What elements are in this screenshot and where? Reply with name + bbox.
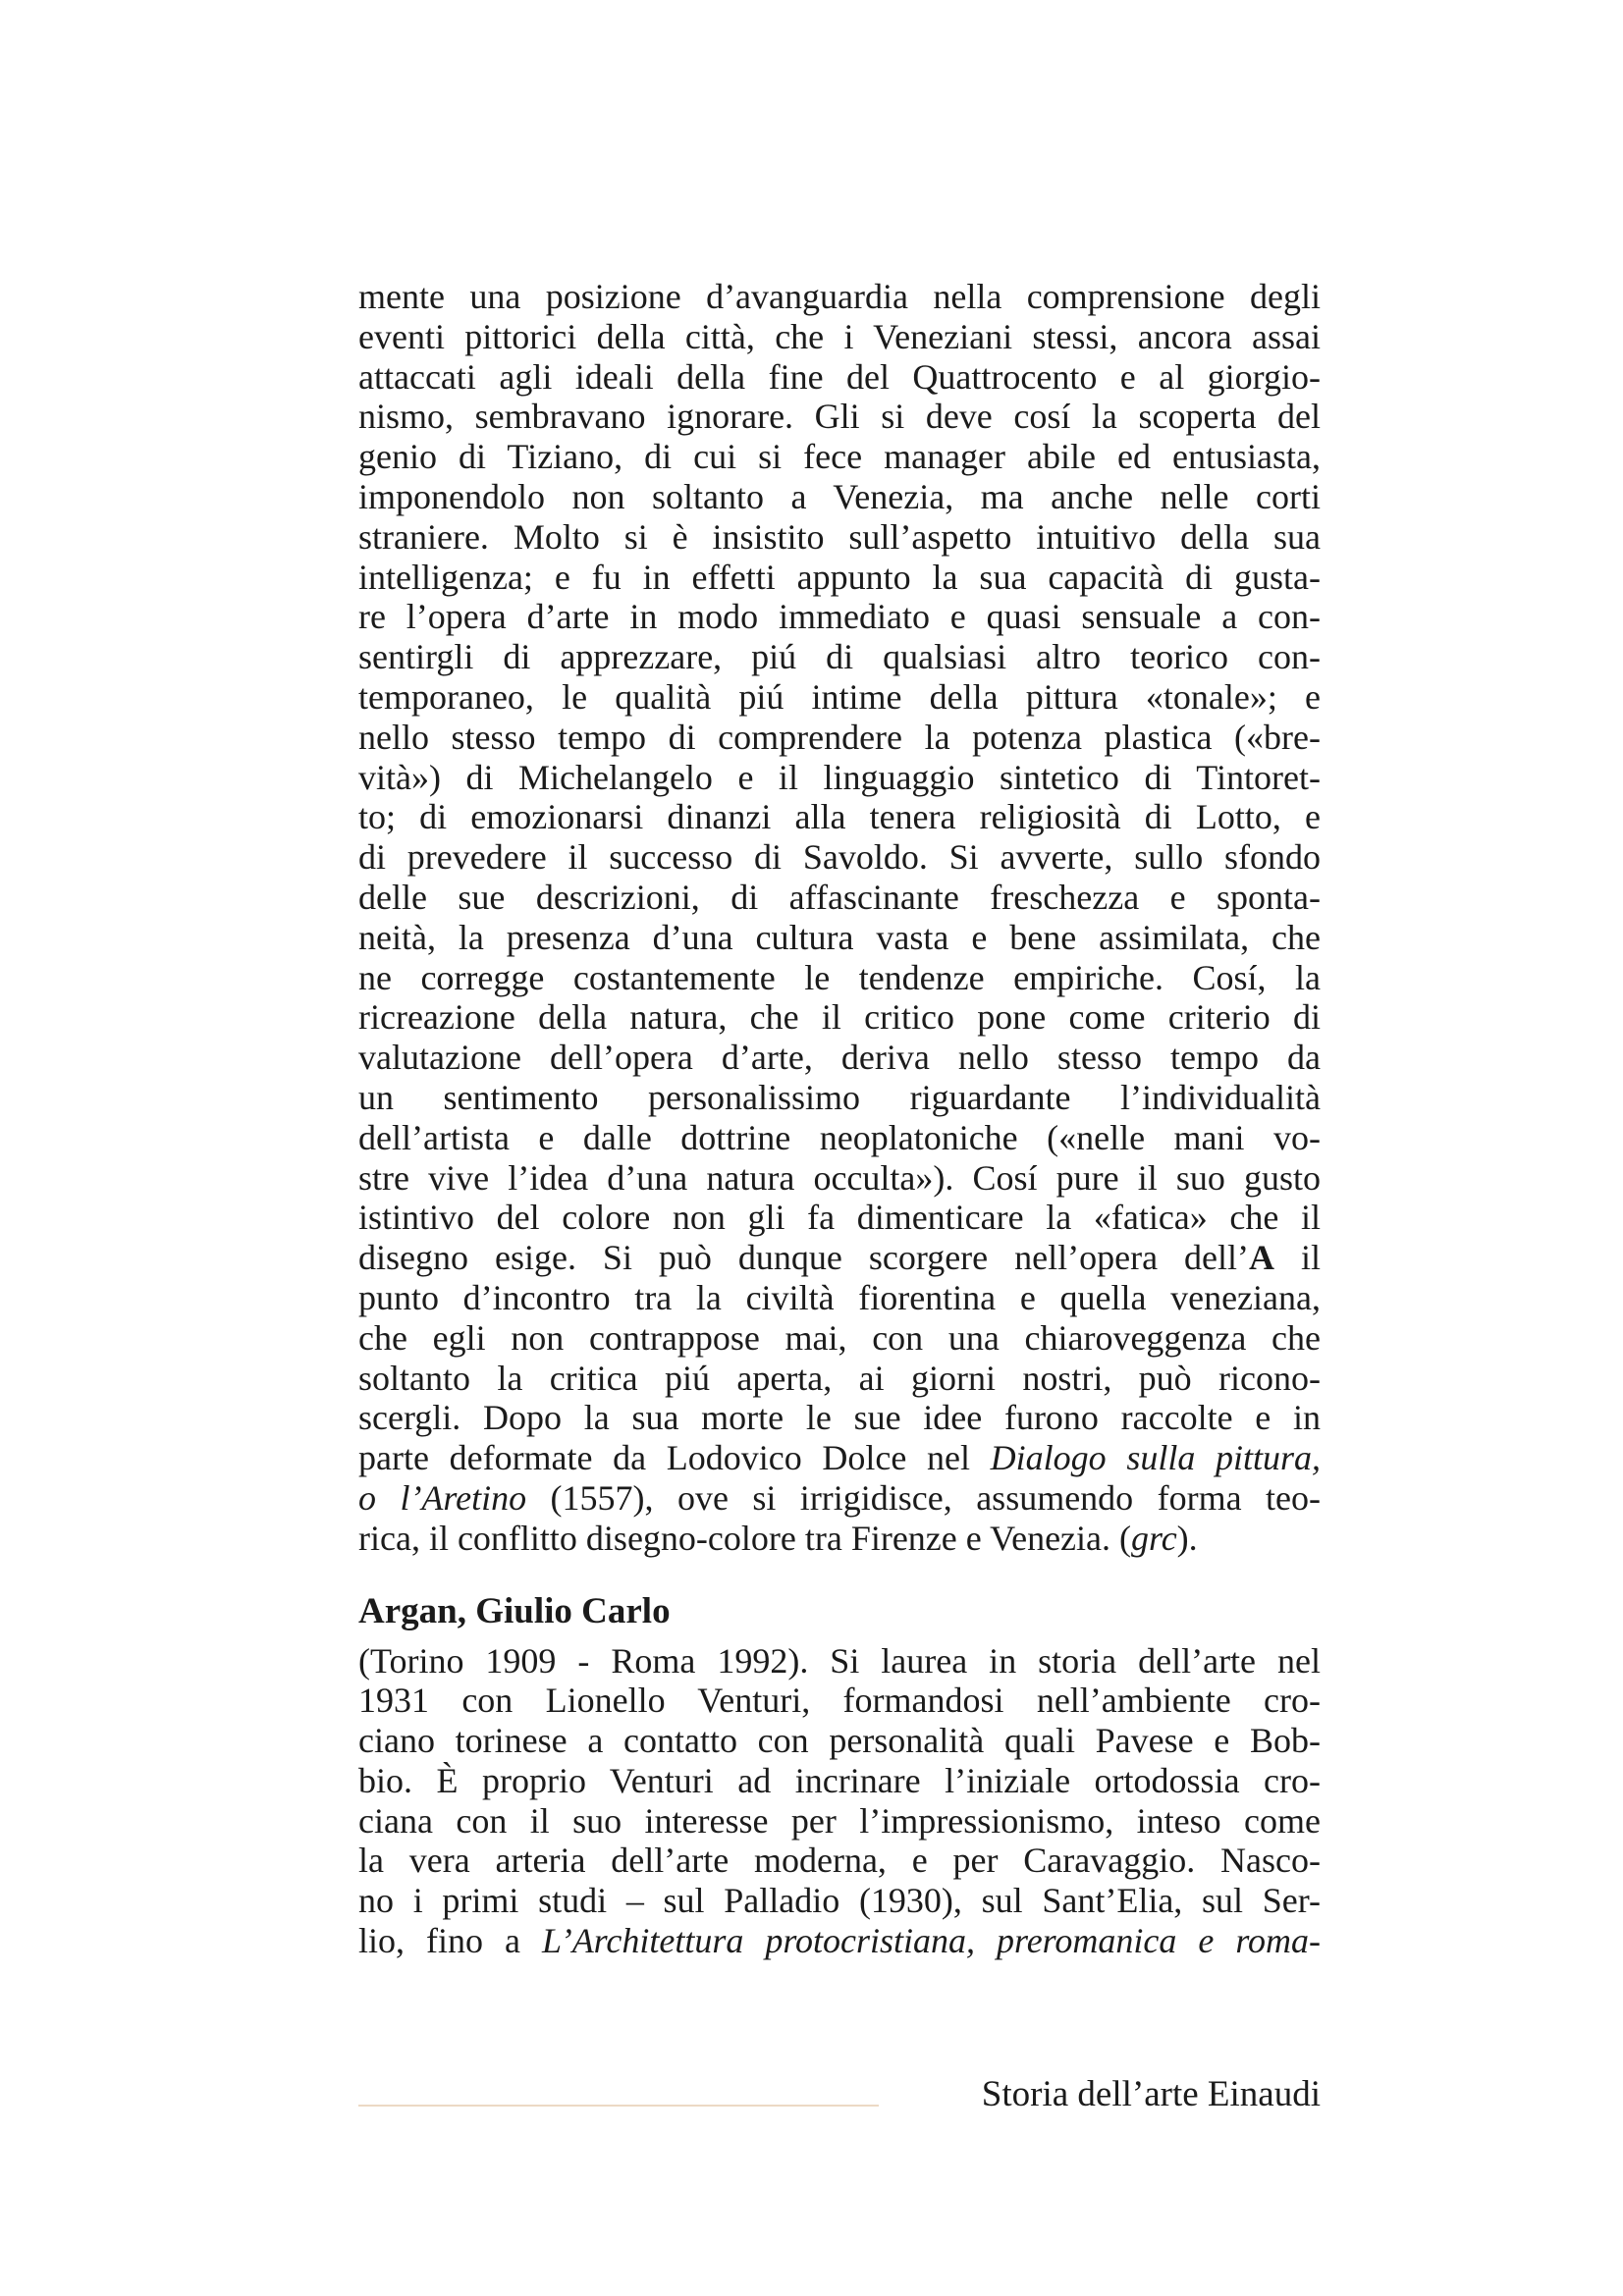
text-line (358, 1478, 1321, 1519)
text-line (358, 597, 1321, 637)
text-segment: to; di emozionarsi dinanzi alla tenera religiosità di Lotto, e (358, 797, 1321, 837)
text-line (358, 718, 1321, 758)
text-segment: ). (1176, 1518, 1198, 1558)
text-line (358, 317, 1321, 357)
text-line (358, 878, 1321, 918)
text-segment: (1557), ove si irrigidisce, assumendo forma teo- (526, 1477, 1321, 1518)
text-segment: ciana con il suo interesse per l’impressionismo, inteso come (358, 1800, 1321, 1841)
text-segment: genio di Tiziano, di cui si fece manager abile ed entusiasta, (358, 437, 1321, 477)
text-line (358, 1801, 1321, 1842)
text-line (358, 1519, 1321, 1559)
text-segment: stre vive l’idea d’una natura occulta»). Cosí pure il suo gusto (358, 1157, 1321, 1198)
text-line (358, 918, 1321, 958)
text-line (358, 1118, 1321, 1158)
text-segment: ciano torinese a contatto con personalità quali Pavese e Bob- (358, 1721, 1321, 1761)
text-segment: punto d’incontro tra la civiltà fiorentina e quella veneziana, (358, 1277, 1321, 1317)
text-line (358, 958, 1321, 998)
text-segment: ne corregge costantemente le tendenze empiriche. Cosí, la (358, 957, 1321, 997)
text-segment: nismo, sembravano ignorare. Gli si deve cosí la scoperta del (358, 397, 1321, 437)
text-segment: mente una posizione d’avanguardia nella comprensione degli (358, 277, 1321, 316)
text-segment: dell’artista e dalle dottrine neoplatoniche («nelle mani vo- (358, 1117, 1321, 1157)
text-segment: grc (1131, 1518, 1177, 1558)
text-segment: vità») di Michelangelo e il linguaggio sintetico di Tintoret- (358, 757, 1321, 797)
text-segment: straniere. Molto si è insistito sull’aspetto intuitivo della sua (358, 516, 1321, 557)
text-segment: intelligenza; e fu in effetti appunto la sua capacità di gusta- (358, 557, 1321, 597)
text-segment: 1931 con Lionello Venturi, formandosi nell’ambiente cro- (358, 1681, 1321, 1721)
text-line (358, 1198, 1321, 1238)
entry-body (358, 1641, 1321, 1961)
footer-title: Storia dell’arte Einaudi (981, 2074, 1321, 2114)
text-line (358, 1359, 1321, 1399)
text-segment: L’Architettura protocristiana, preromanica e roma- (542, 1921, 1321, 1961)
text-line (358, 677, 1321, 718)
text-line (358, 997, 1321, 1038)
text-line (358, 1278, 1321, 1318)
text-line (358, 1761, 1321, 1801)
continued-paragraph (358, 277, 1321, 1559)
text-segment: (Torino 1909 - Roma 1992). Si laurea in storia dell’arte nel (358, 1640, 1321, 1681)
text-line (358, 1881, 1321, 1921)
text-line (358, 437, 1321, 477)
text-line (358, 1078, 1321, 1118)
text-line (358, 1238, 1321, 1278)
text-segment: Dialogo sulla pittura, (990, 1438, 1322, 1478)
text-line (358, 1921, 1321, 1961)
text-segment: eventi pittorici della città, che i Veneziani stessi, ancora assai (358, 316, 1321, 356)
text-line (358, 1721, 1321, 1761)
text-segment: temporaneo, le qualità piú intime della pittura «tonale»; e (358, 676, 1321, 717)
text-line (358, 1398, 1321, 1438)
text-segment: disegno esige. Si può dunque scorgere nell’opera dell’ (358, 1238, 1249, 1278)
text-segment: A (1249, 1238, 1274, 1278)
text-line (358, 477, 1321, 517)
text-segment: lio, fino a (358, 1921, 543, 1961)
text-segment: la vera arteria dell’arte moderna, e per Caravaggio. Nasco- (358, 1841, 1321, 1881)
text-segment: nello stesso tempo di comprendere la potenza plastica («bre- (358, 717, 1321, 757)
text-line (358, 797, 1321, 837)
text-segment: re l’opera d’arte in modo immediato e quasi sensuale a con- (358, 597, 1321, 637)
text-segment: rica, il conflitto disegno-colore tra Firenze e Venezia. ( (358, 1518, 1132, 1558)
text-segment: attaccati agli ideali della fine del Quattrocento e al giorgio- (358, 356, 1321, 397)
text-segment: delle sue descrizioni, di affascinante freschezza e sponta- (358, 877, 1321, 917)
text-line (358, 1158, 1321, 1199)
text-line (358, 1038, 1321, 1078)
text-segment: soltanto la critica piú aperta, ai giorni nostri, può ricono- (358, 1358, 1321, 1398)
text-line (358, 558, 1321, 598)
text-segment: scergli. Dopo la sua morte le sue idee furono raccolte e in (358, 1398, 1321, 1438)
text-segment: sentirgli di apprezzare, piú di qualsiasi altro teorico con- (358, 637, 1321, 677)
text-line (358, 1641, 1321, 1682)
text-segment: istintivo del colore non gli fa dimenticare la «fatica» che il (358, 1198, 1321, 1238)
text-line (358, 637, 1321, 677)
text-segment: o l’Aretino (358, 1477, 527, 1518)
text-line (358, 758, 1321, 798)
text-segment: parte deformate da Lodovico Dolce nel (358, 1438, 991, 1478)
text-segment: imponendolo non soltanto a Venezia, ma anche nelle corti (358, 476, 1321, 516)
text-line (358, 517, 1321, 558)
text-column (358, 277, 1321, 1961)
text-line (358, 837, 1321, 878)
text-segment: il (1274, 1238, 1321, 1278)
text-line (358, 357, 1321, 398)
text-segment: bio. È proprio Venturi ad incrinare l’iniziale ortodossia cro- (358, 1760, 1321, 1800)
text-line (358, 1841, 1321, 1881)
text-line (358, 1318, 1321, 1359)
text-segment: che egli non contrappose mai, con una chiaroveggenza che (358, 1317, 1321, 1358)
text-line (358, 1681, 1321, 1721)
text-segment: di prevedere il successo di Savoldo. Si avverte, sullo sfondo (358, 837, 1321, 878)
text-segment: un sentimento personalissimo riguardante l’individualità (358, 1077, 1321, 1117)
text-line (358, 277, 1321, 317)
text-segment: valutazione dell’opera d’arte, deriva nello stesso tempo da (358, 1038, 1321, 1078)
text-segment: neità, la presenza d’una cultura vasta e bene assimilata, che (358, 917, 1321, 957)
text-line (358, 1438, 1321, 1478)
text-segment: ricreazione della natura, che il critico pone come criterio di (358, 997, 1321, 1038)
entry-heading: Argan, Giulio Carlo (358, 1590, 671, 1631)
text-segment: no i primi studi – sul Palladio (1930), sul Sant’Elia, sul Ser- (358, 1881, 1321, 1921)
footer-rule (358, 2105, 879, 2107)
text-line (358, 397, 1321, 437)
